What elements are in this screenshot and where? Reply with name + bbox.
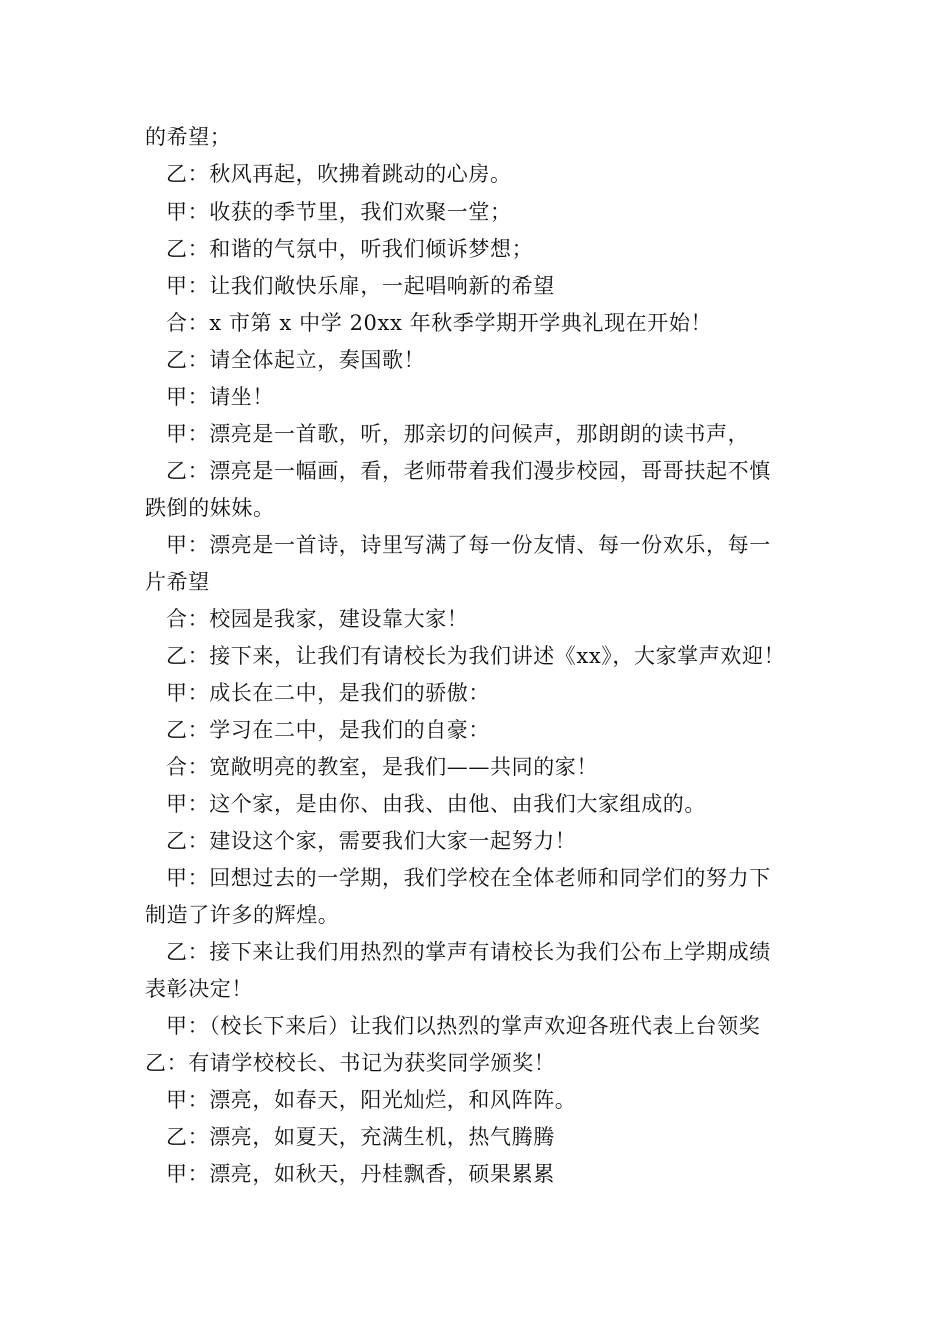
- text-line: 甲：收获的季节里，我们欢聚一堂；: [166, 200, 512, 224]
- text-line: 甲：（校长下来后）让我们以热烈的掌声欢迎各班代表上台领奖: [166, 1014, 761, 1038]
- text-line: 甲：漂亮是一首诗，诗里写满了每一份友情、每一份欢乐，每一: [166, 533, 771, 557]
- text-line: 跌倒的妹妹。: [145, 496, 275, 520]
- text-line: 表彰决定！: [145, 977, 253, 1001]
- text-line: 乙：有请学校校长、书记为获奖同学颁奖！: [145, 1051, 556, 1075]
- text-line: 甲：漂亮是一首歌，听，那亲切的问候声，那朗朗的读书声，: [166, 422, 750, 446]
- text-line: 乙：接下来，让我们有请校长为我们讲述《xx》，大家掌声欢迎！: [166, 644, 786, 668]
- text-line: 乙：秋风再起，吹拂着跳动的心房。: [166, 162, 512, 186]
- text-line: 合：宽敞明亮的教室，是我们——共同的家！: [166, 755, 598, 779]
- text-line: 片希望: [145, 570, 210, 594]
- text-line: 的希望；: [145, 125, 232, 149]
- text-line: 合：校园是我家，建设靠大家！: [166, 607, 469, 631]
- text-line: 甲：这个家，是由你、由我、由他、由我们大家组成的。: [166, 792, 706, 816]
- text-line: 乙：接下来让我们用热烈的掌声有请校长为我们公布上学期成绩: [166, 940, 771, 964]
- text-line: 合：x 市第 x 中学 20xx 年秋季学期开学典礼现在开始！: [166, 311, 713, 335]
- text-line: 甲：漂亮，如秋天，丹桂飘香，硕果累累: [166, 1162, 555, 1186]
- text-line: 甲：成长在二中，是我们的骄傲：: [166, 681, 490, 705]
- text-line: 乙：漂亮，如夏天，充满生机，热气腾腾: [166, 1125, 555, 1149]
- text-line: 乙：请全体起立，奏国歌！: [166, 348, 426, 372]
- text-line: 乙：学习在二中，是我们的自豪：: [166, 718, 490, 742]
- text-line: 乙：和谐的气氛中，听我们倾诉梦想；: [166, 237, 534, 261]
- text-line: 乙：漂亮是一幅画，看，老师带着我们漫步校园，哥哥扶起不慎: [166, 459, 771, 483]
- text-line: 制造了许多的辉煌。: [145, 903, 340, 927]
- text-line: 甲：漂亮，如春天，阳光灿烂，和风阵阵。: [166, 1088, 577, 1112]
- text-line: 甲：请坐！: [166, 385, 274, 409]
- text-line: 乙：建设这个家，需要我们大家一起努力！: [166, 829, 577, 853]
- text-line: 甲：让我们敞快乐扉，一起唱响新的希望: [166, 274, 555, 298]
- text-line: 甲：回想过去的一学期，我们学校在全体老师和同学们的努力下: [166, 866, 771, 890]
